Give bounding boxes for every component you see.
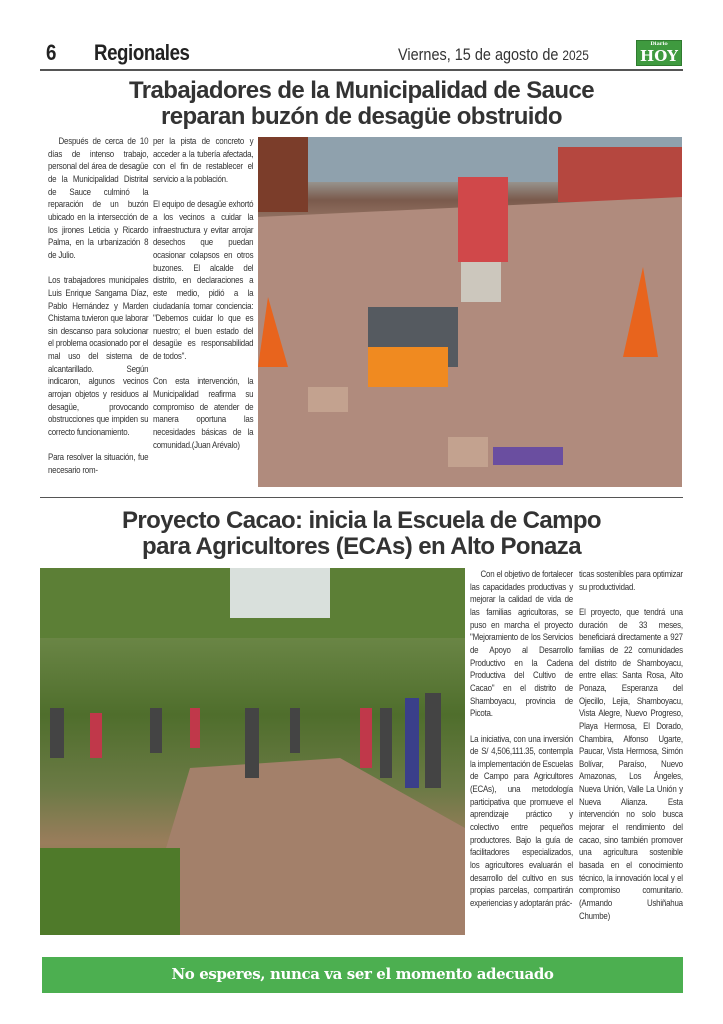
issue-date — [398, 45, 589, 65]
logo-small-text: Diario — [650, 41, 668, 47]
paragraph: per la pista de concreto y acceder a la tubería afectada, con el fin de restablecer el servicio a la población. — [153, 136, 254, 184]
headline-line: Trabajadores de la Municipalidad de Sauce — [129, 77, 594, 104]
header-divider — [40, 69, 683, 71]
paragraph: Después de cerca de 10 días de intenso trabajo, personal del área de desagüe de la Municipalidad Distrital de Sauce culminó la reparación de un buzón ubicado en la intersección de los jirones Leticia y Ricardo Palma, en la urbanización 8 de Julio. — [48, 136, 149, 260]
article1-headline — [40, 78, 683, 130]
article-divider — [40, 497, 683, 498]
paragraph: Con el objetivo de fortalecer las capacidades productivas y mejorar la calidad de vida de las familias agricultoras, se puso en marcha el proyecto "Mejoramiento de los Servicios de Apoyo al Desarrollo Productivo en la Cadena Productiva del Cultivo de Cacao" en el distrito de Shamboyacu, provincia de Picota. — [470, 569, 573, 719]
paragraph: El proyecto, que tendrá una duración de 33 meses, beneficiará directamente a 927 familias de 22 comunidades del distrito de Shamboyacu, entre ellas: Santa Rosa, Alto Ponaza, Esperanza del Ojecillo, Lejia, Shamboyacu, Vista Alegre, Nuevo Progreso, Playa Hermosa, El Dorado, Chambira, Alfonso Ugarte, Paucar, Vista Hermosa, Simón Bolívar, Paraíso, Nuevo Amazonas, Los Ángeles, Nueva Unión, Valle La Unión y Nueva Alianza. Esta intervención no solo busca mejorar el rendimiento del cacao, sino también promover una agricultura sostenible basada en el conocimiento técnico, la innovación local y el compromiso comunitario. (Armando Ushiñahua Chumbe) — [579, 606, 683, 921]
logo-big-text: HOY — [640, 47, 678, 65]
headline-line: Proyecto Cacao: inicia la Escuela de Campo — [122, 507, 601, 534]
article2-photo-farmers-field-school — [40, 568, 465, 935]
headline-line: para Agricultores (ECAs) en Alto Ponaza — [142, 533, 581, 560]
paragraph: El equipo de desagüe exhortó a los vecinos a cuidar la infraestructura y evitar arrojar desechos que puedan ocasionar colapsos en otros buzones. El alcalde del distrito, en declaraciones a este medio, pidió a la ciudadanía tomar conciencia: "Debemos cuidar lo que es nuestro; el buen estado del desagüe es responsabilidad de todos". — [153, 199, 254, 362]
article2-headline — [40, 508, 683, 560]
article1-column-2 — [153, 135, 253, 451]
photo-illustration — [40, 568, 465, 935]
date-year: 2025 — [562, 47, 589, 63]
paragraph: La iniciativa, con una inversión de S/ 4,506,111.35, contempla la implementación de Escuelas de Campo para Agricultores (ECAs), una metodología participativa que promueve el aprendizaje práctico y colectivo entre pequeños productores. Bajo la guía de facilitadores especializados, los agricultores evaluarán el desarrollo del cultivo en sus propias parcelas, compartirán experiencias y adoptarán prác- — [470, 733, 573, 909]
article1-photo-workers-repairing — [258, 137, 682, 487]
article1-column-1 — [48, 135, 148, 477]
section-title: Regionales — [94, 40, 190, 65]
paragraph: ticas sostenibles para optimizar su productividad. — [579, 569, 683, 592]
photo-illustration — [258, 137, 682, 487]
newspaper-logo — [636, 40, 682, 66]
headline-line: reparan buzón de desagüe obstruido — [161, 103, 562, 130]
article2-column-2 — [579, 568, 683, 922]
page-number: 6 — [46, 40, 57, 65]
article2-column-1 — [470, 568, 573, 910]
paragraph: Los trabajadores municipales Luis Enrique Sangama Díaz, Pablo Hernández y Marden Chistama tuvieron que laborar sin descanso para solucionar el problema ocasionado por el mal uso del sistema de alcantarillado. Según indicaron, algunos vecinos arrojan objetos y residuos al desagüe, provocando obstrucciones que impiden su correcto funcionamiento. — [48, 275, 149, 438]
paragraph: Con esta intervención, la Municipalidad reafirma su compromiso de atender de manera oportuna las necesidades básicas de la comunidad.(Juan Arévalo) — [153, 376, 254, 450]
date-text: Viernes, 15 de agosto de — [398, 45, 559, 64]
paragraph: Para resolver la situación, fue necesario rom- — [48, 452, 149, 476]
footer-slogan-banner: No esperes, nunca va ser el momento adecuado — [42, 957, 683, 993]
